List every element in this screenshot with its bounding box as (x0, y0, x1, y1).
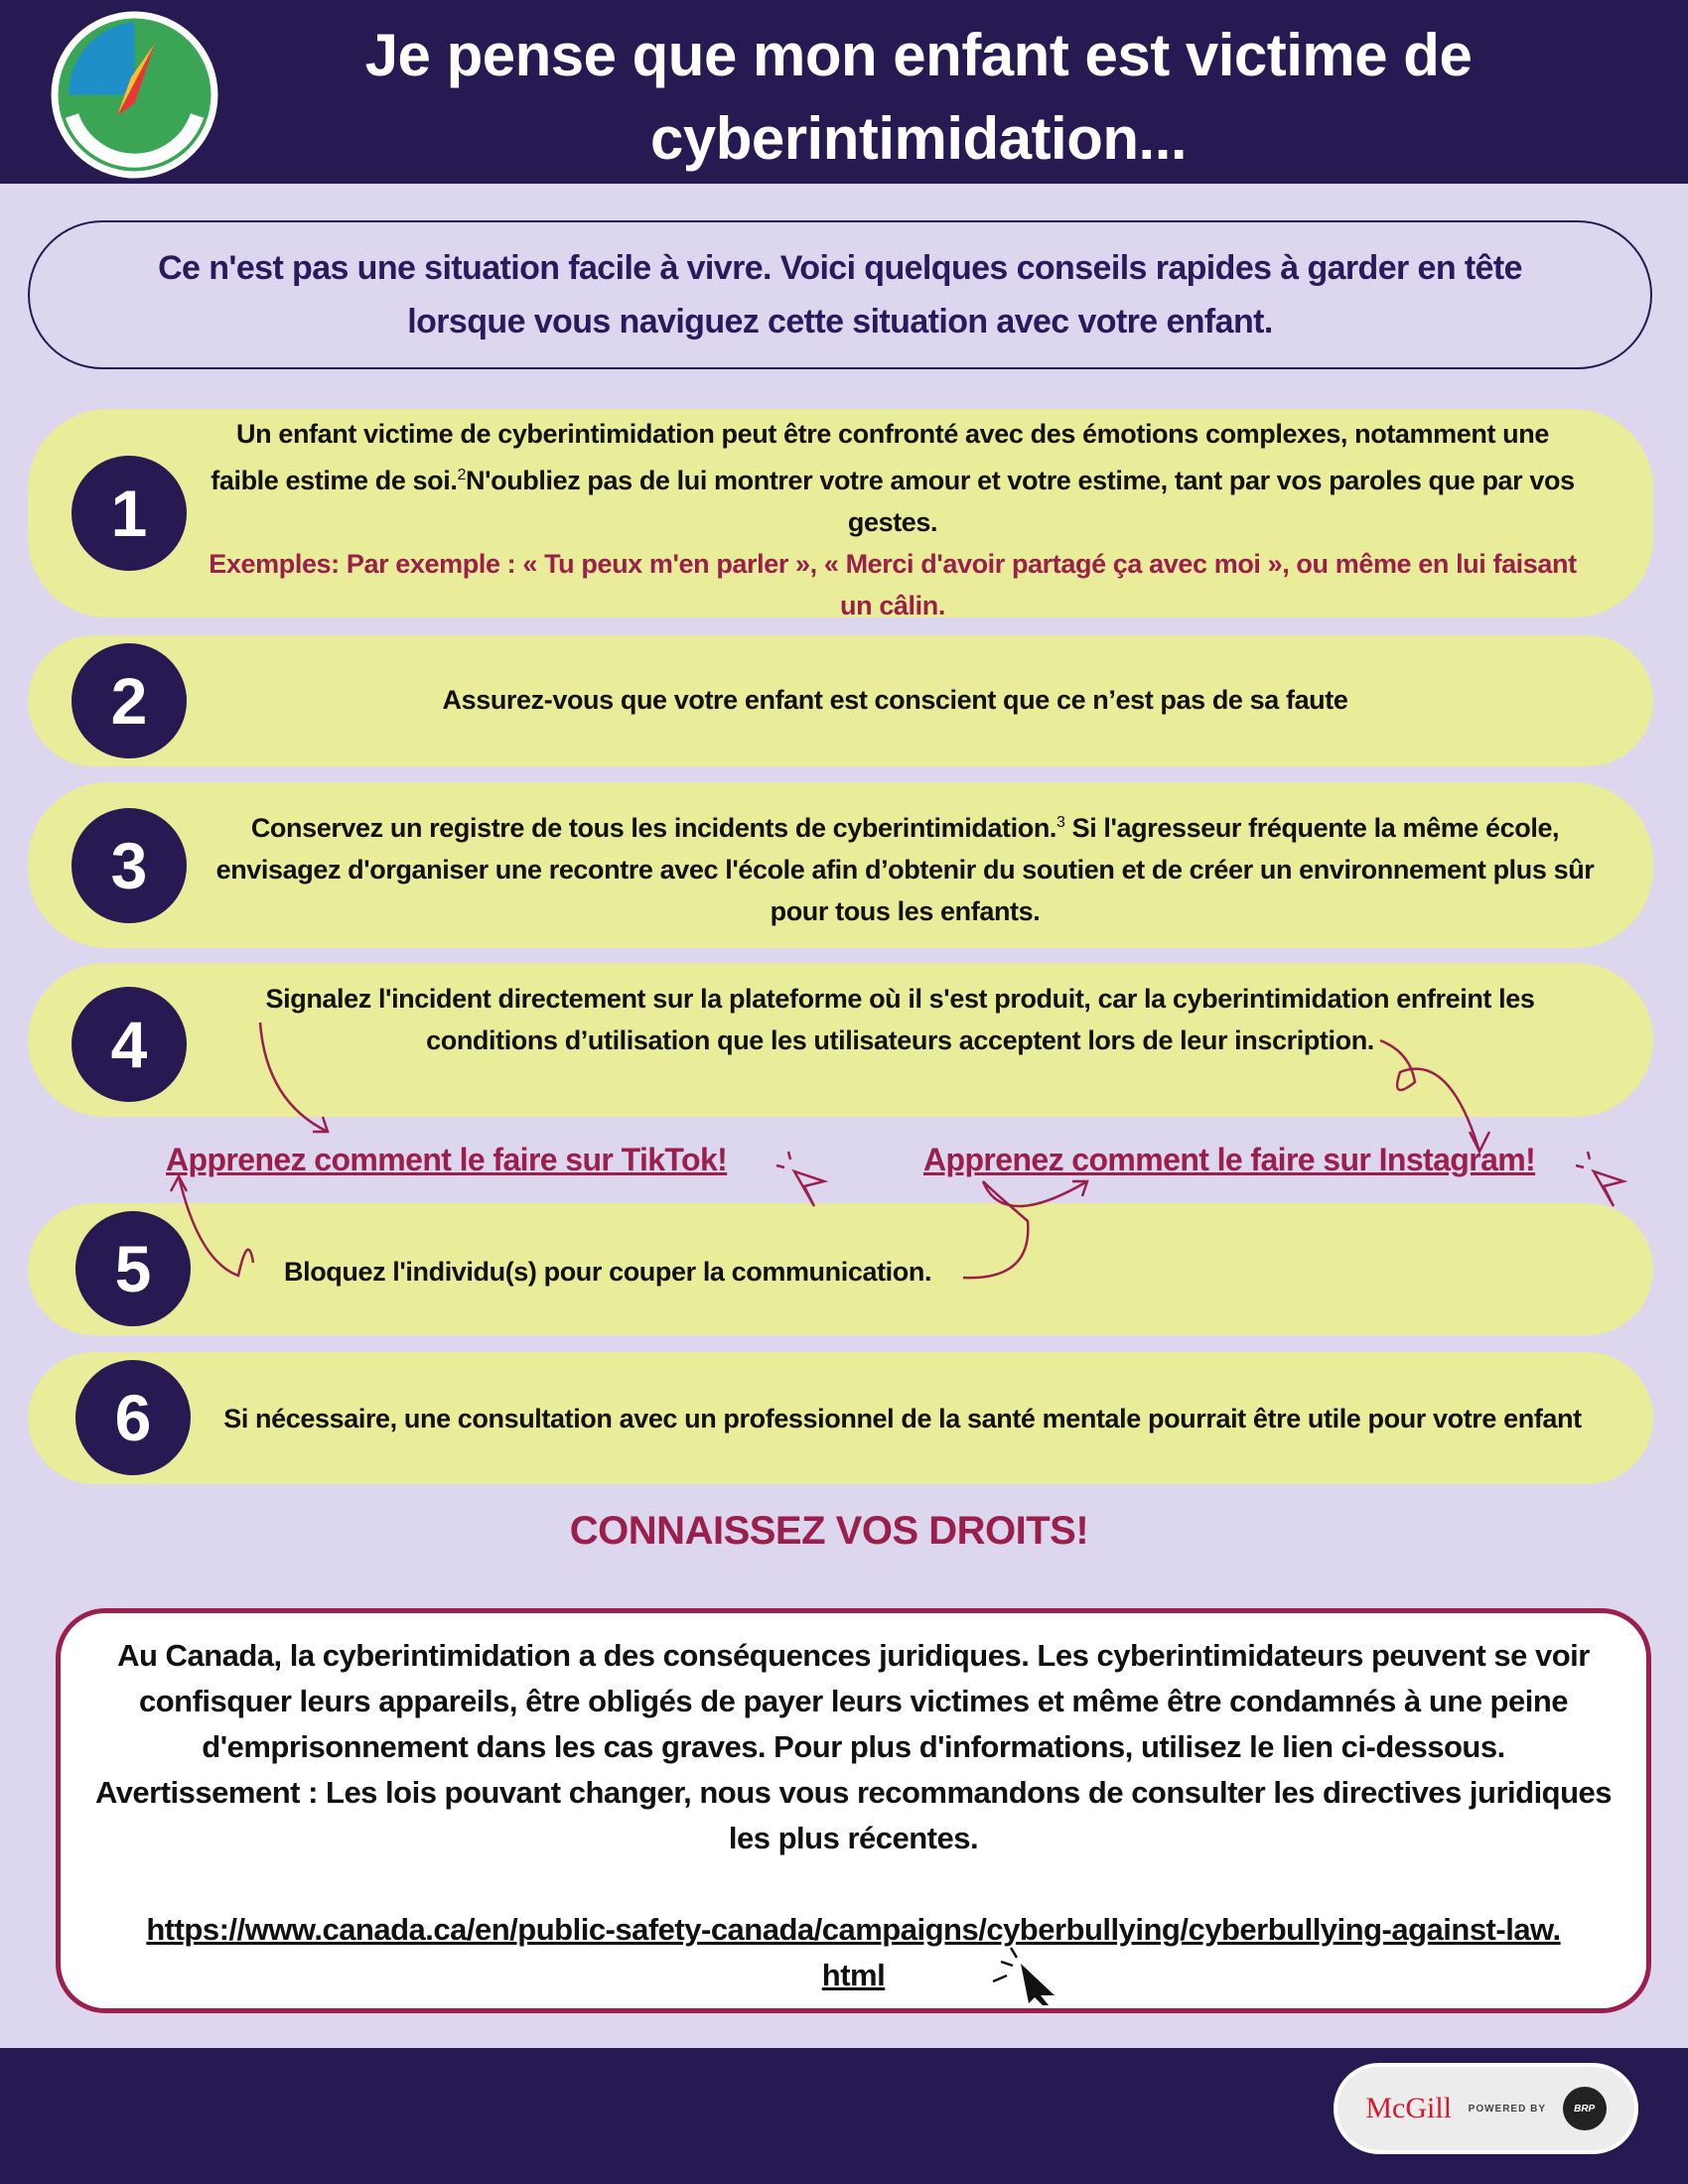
rights-heading: CONNAISSEZ VOS DROITS! (569, 1509, 1089, 1553)
tip-number-badge: 6 (75, 1360, 191, 1475)
tip-text: Bloquez l'individu(s) pour couper la communication. (284, 1257, 932, 1287)
instagram-link[interactable]: Apprenez comment le faire sur Instagram! (923, 1142, 1536, 1177)
tip-2 (28, 635, 1653, 766)
cursor-click-icon (776, 1152, 824, 1206)
tip-5 (28, 1203, 1653, 1335)
brp-logo: BRP (1563, 2087, 1607, 2130)
tip-text: Si nécessaire, une consultation avec un professionnel de la santé mentale pourrait être utile pour votre enfant (223, 1404, 1582, 1433)
tip-text-a: Conservez un registre de tous les incidents de cyberintimidation. (250, 813, 1057, 843)
tip-number-badge: 4 (71, 987, 187, 1102)
intro-box (28, 220, 1652, 369)
tip-text: Signalez l'incident directement sur la plateforme où il s'est produit, car la cyberintimidation enfreint les conditions d’utilisation que les utilisateurs acceptent lors de leur inscription. (265, 984, 1535, 1055)
tip-4 (28, 963, 1653, 1117)
partner-logos (1334, 2063, 1638, 2154)
tip-number-badge: 1 (71, 456, 187, 571)
tip-text (202, 413, 1584, 626)
tip-1 (28, 409, 1653, 620)
youth-digital-compass-logo (48, 8, 221, 182)
law-body: Au Canada, la cyberintimidation a des conséquences juridiques. Les cyberintimidateurs peuvent se voir confisquer leurs appareils, être obligés de payer leurs victimes et même être condamnés à une peine d'emprisonnement dans les cas graves. Pour plus d'informations, utilisez le lien ci-dessous. (117, 1638, 1590, 1764)
cursor-click-icon (1576, 1152, 1623, 1206)
tip-text-b: N'oubliez pas de lui montrer votre amour et votre estime, tant par vos paroles que par vos gestes. (465, 466, 1575, 537)
tiktok-link[interactable]: Apprenez comment le faire sur TikTok! (166, 1142, 728, 1177)
law-warning: Avertissement : Les lois pouvant changer, nous vous recommandons de consulter les directives juridiques les plus récentes. (94, 1775, 1613, 1855)
tip-number-badge: 2 (71, 643, 187, 758)
tip-example: Exemples: Par exemple : « Tu peux m'en parler », « Merci d'avoir partagé ça avec moi », ou même en lui faisant un câlin. (209, 549, 1577, 620)
footnote-ref: 3 (1056, 814, 1065, 831)
tip-text-a: Un enfant victime de cyberintimidation peut être confronté avec des émotions complexes, notamment une faible estime de soi. (211, 419, 1549, 495)
tip-text (207, 802, 1604, 932)
page-title: Je pense que mon enfant est victime de cyberintimidation... (364, 22, 1473, 172)
tip-3 (28, 782, 1653, 948)
powered-by-label: POWERED BY (1468, 2103, 1546, 2115)
cursor-click-icon (983, 1946, 1062, 2005)
tip-number-badge: 3 (71, 808, 187, 923)
intro-text: Ce n'est pas une situation facile à vivre. Voici quelques conseils rapides à garder en tête lorsque vous naviguez cette situation avec votre enfant. (158, 249, 1522, 341)
tip-number-badge: 5 (75, 1211, 191, 1326)
footnote-ref: 2 (457, 467, 466, 483)
mcgill-logo: McGill (1365, 2092, 1452, 2124)
tip-6 (28, 1352, 1653, 1484)
tip-text: Assurez-vous que votre enfant est conscient que ce n’est pas de sa faute (442, 685, 1348, 715)
law-box (56, 1608, 1651, 2013)
law-link[interactable]: https://www.canada.ca/en/public-safety-canada/campaigns/cyberbullying/cyberbullying-against-law.html (146, 1912, 1561, 1992)
tip-text-b: Si l'agresseur fréquente la même école, envisagez d'organiser une recontre avec l'école afin d’obtenir du soutien et de créer un environnement plus sûr pour tous les enfants. (215, 813, 1595, 926)
